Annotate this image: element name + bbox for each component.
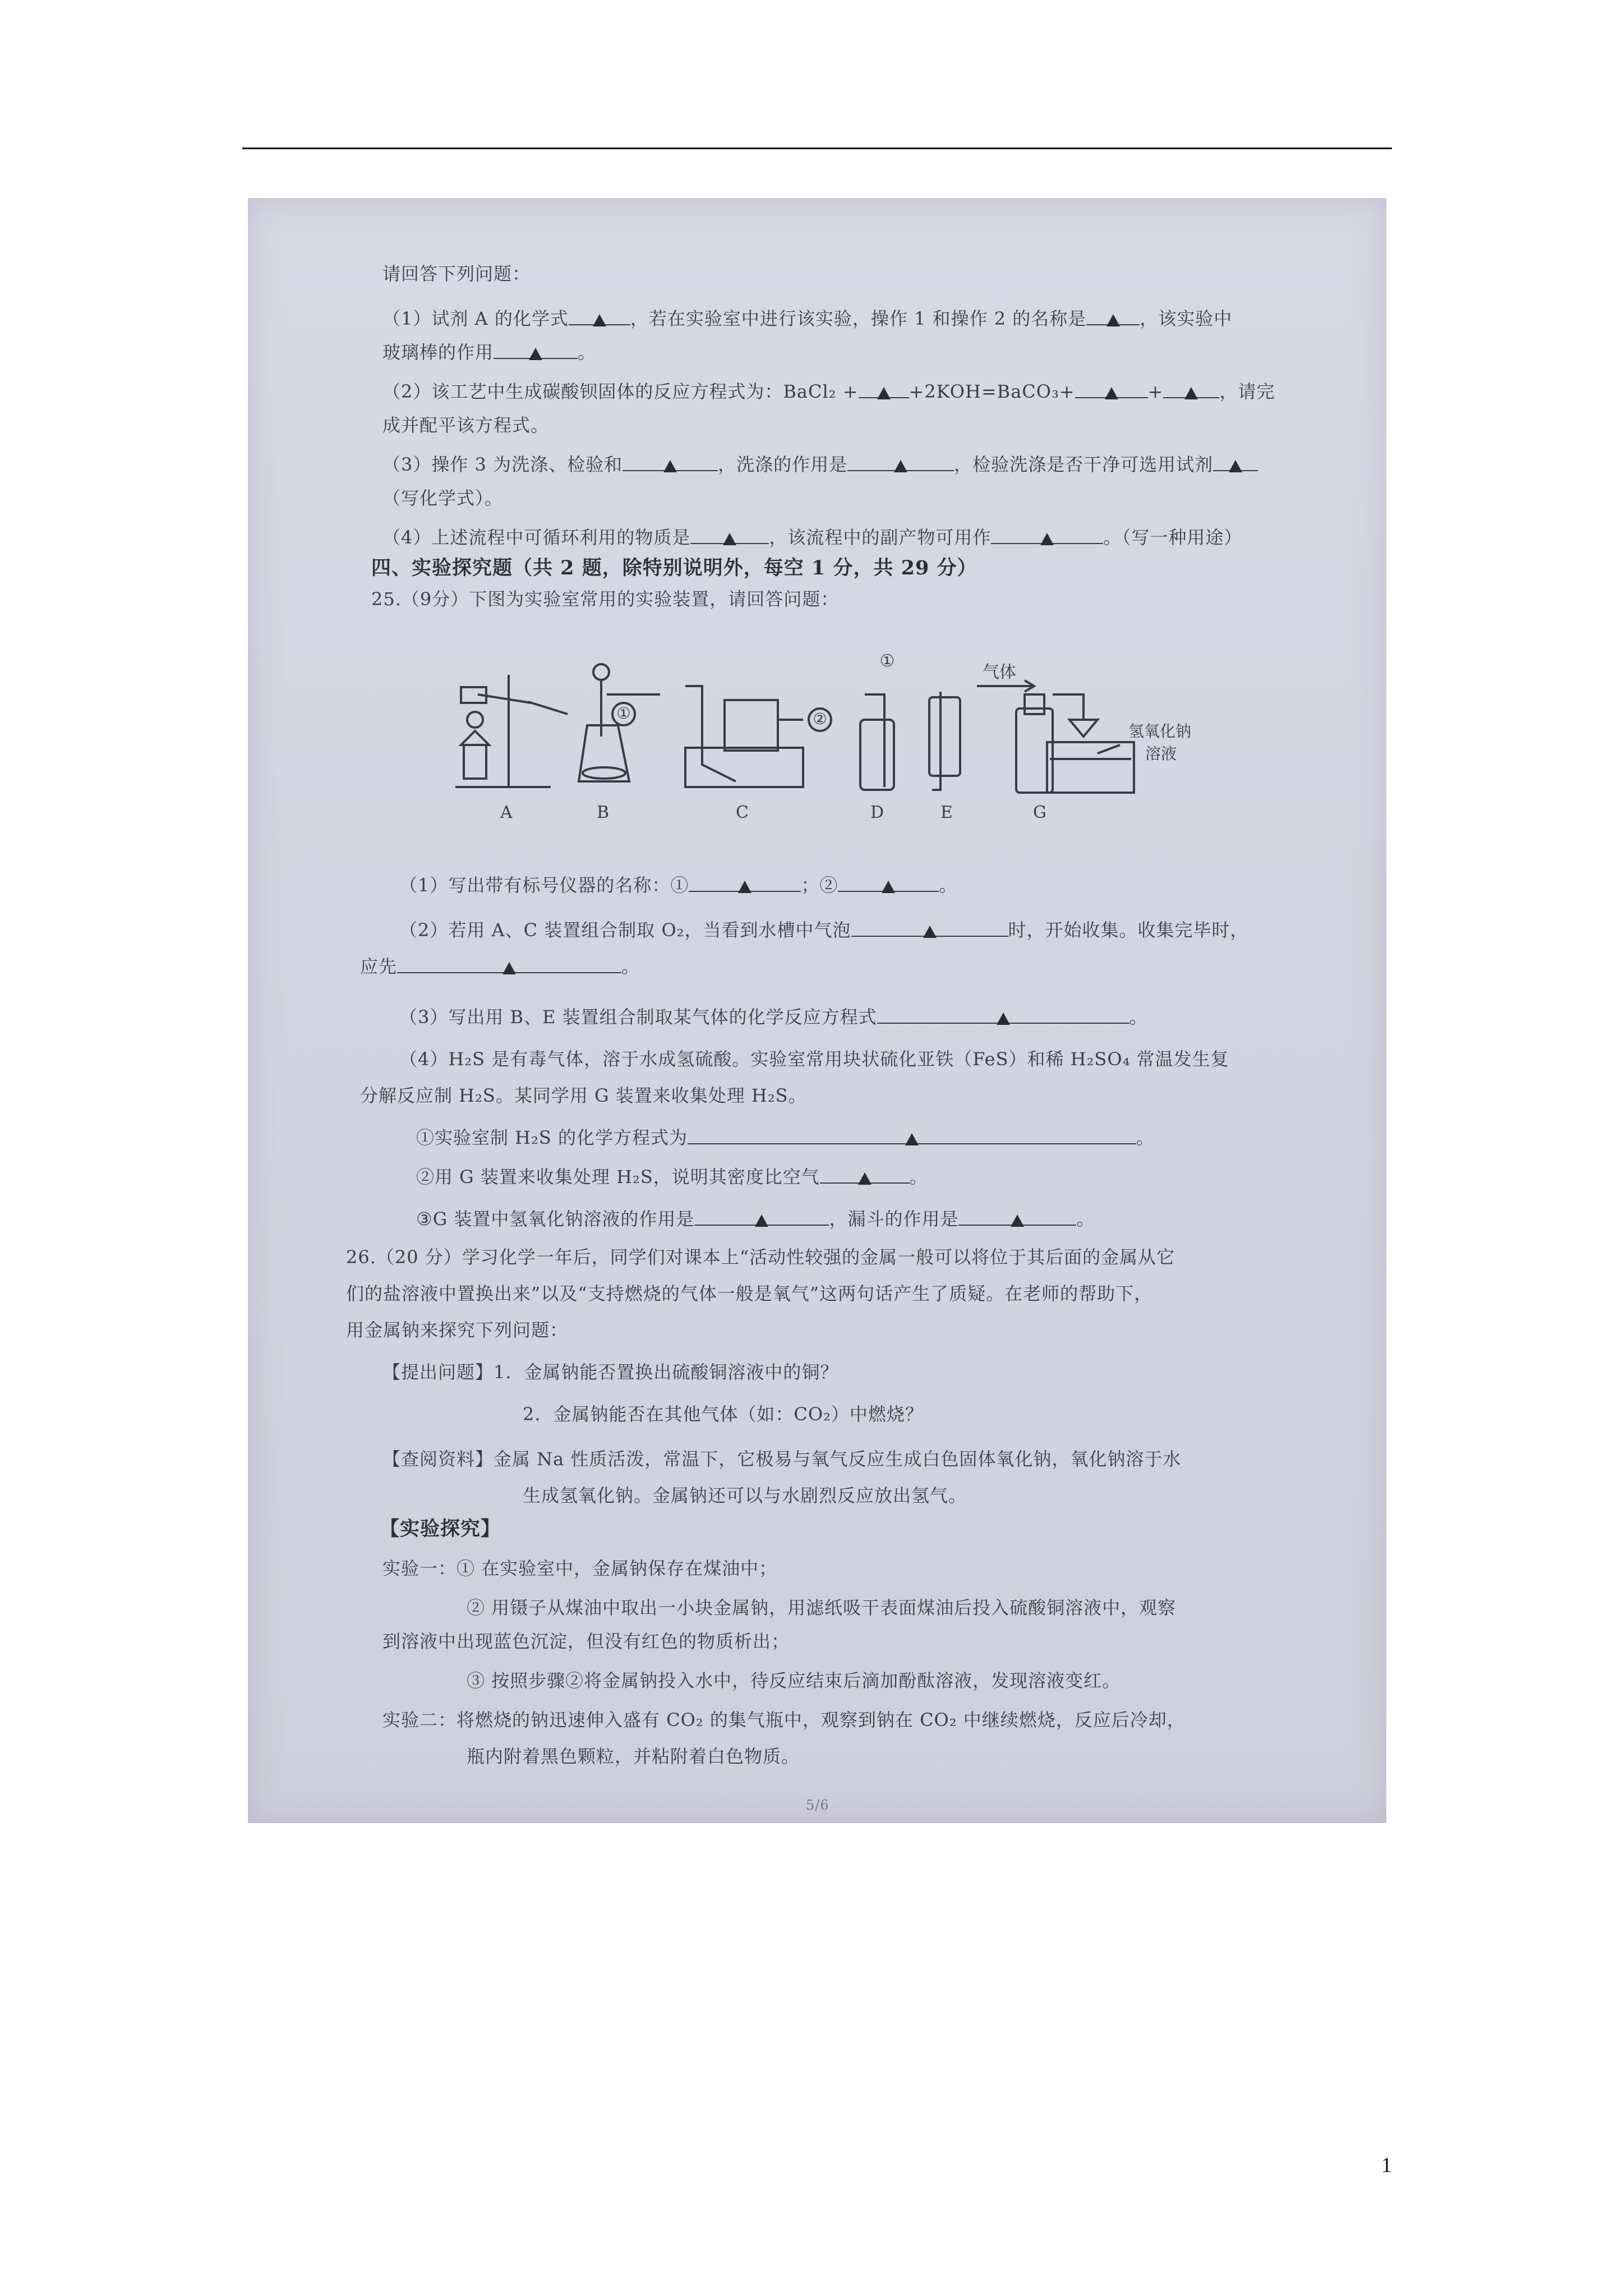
- answer-blank[interactable]: [397, 955, 621, 973]
- answer-blank[interactable]: [689, 874, 801, 892]
- triangle-icon: [1040, 533, 1054, 545]
- answer-blank[interactable]: [991, 526, 1103, 544]
- apparatus-g: [977, 680, 1134, 793]
- text-line: （4）H₂S 是有毒气体，溶于水成氢硫酸。实验室常用块状硫化亚铁（FeS）和稀 H₂SO₄ 常温发生复: [399, 1048, 1229, 1070]
- question-25-3: （3）写出用 B、E 装置组合制取某气体的化学反应方程式 。: [399, 1006, 1148, 1028]
- label-solution: 溶液: [1145, 744, 1177, 763]
- answer-blank[interactable]: [623, 453, 718, 471]
- text-line: 生成氢氧化钠。金属钠还可以与水剧烈反应放出氢气。: [523, 1485, 967, 1506]
- answer-blank[interactable]: [1086, 307, 1140, 325]
- apparatus-a: [455, 675, 568, 787]
- triangle-icon: [1105, 387, 1118, 399]
- text-line: 【查阅资料】金属 Na 性质活泼，常温下，它极易与氧气反应生成白色固体氧化钠，氧化钠溶于水: [382, 1448, 1182, 1470]
- apparatus-e: [929, 692, 960, 790]
- triangle-icon: [1106, 314, 1120, 326]
- triangle-icon: [894, 460, 907, 472]
- question-24-1: （1）试剂 A 的化学式 ，若在实验室中进行该实验，操作 1 和操作 2 的名称是 ，该实验中: [382, 308, 1233, 329]
- triangle-icon: [858, 1172, 872, 1185]
- answer-blank[interactable]: [847, 453, 954, 471]
- apparatus-c: [685, 686, 831, 787]
- triangle-icon: [723, 533, 736, 545]
- question-25-intro: 25.（9分）下图为实验室常用的实验装置，请回答问题：: [371, 588, 840, 610]
- answer-blank[interactable]: [690, 526, 769, 544]
- text-line: 实验二：将燃烧的钠迅速伸入盛有 CO₂ 的集气瓶中，观察到钠在 CO₂ 中继续燃烧，反应后冷却，: [382, 1709, 1186, 1731]
- answer-blank[interactable]: [494, 341, 578, 359]
- text-line: ③ 按照步骤②将金属钠投入水中，待反应结束后滴加酚酞溶液，发现溶液变红。: [467, 1670, 1121, 1691]
- question-24-2: （2）该工艺中生成碳酸钡固体的反应方程式为：BaCl₂ + +2KOH=BaCO₃+ + ，请完: [382, 381, 1275, 402]
- question-25-1: （1）写出带有标号仪器的名称：① ；② 。: [399, 875, 958, 896]
- apparatus-d: [860, 694, 894, 790]
- label-b: B: [597, 803, 610, 822]
- text-line: 2．金属钠能否在其他气体（如：CO₂）中燃烧？: [523, 1404, 924, 1425]
- triangle-icon: [502, 962, 516, 974]
- section-heading: 四、实验探究题（共 2 题，除特别说明外，每空 1 分，共 29 分）: [371, 556, 978, 579]
- answer-blank[interactable]: [688, 1126, 1136, 1144]
- triangle-icon: [905, 1133, 919, 1145]
- answer-blank[interactable]: [1213, 453, 1258, 471]
- question-25-4-2: ②用 G 装置来收集处理 H₂S，说明其密度比空气 。: [416, 1166, 928, 1188]
- label-a: A: [500, 803, 513, 822]
- label-marker-1: ①: [616, 704, 631, 723]
- question-25-4-3: ③G 装置中氢氧化钠溶液的作用是 ，漏斗的作用是 。: [416, 1208, 1095, 1230]
- triangle-icon: [877, 387, 891, 399]
- text-line: 们的盐溶液中置换出来”以及“支持燃烧的气体一般是氧气”这两句话产生了质疑。在老师的帮助下，: [346, 1283, 1153, 1304]
- lab-apparatus-figure: [439, 652, 1302, 826]
- label-e: E: [940, 803, 953, 822]
- answer-blank[interactable]: [1163, 380, 1219, 398]
- marker-1: ①: [879, 652, 895, 671]
- answer-blank[interactable]: [877, 1006, 1129, 1024]
- label-c: C: [736, 803, 749, 822]
- question-24-1-cont: 玻璃棒的作用 。: [382, 342, 597, 363]
- text-line: 26.（20 分）学习化学一年后，同学们对课本上“活动性较强的金属一般可以将位于其后面的金属从它: [346, 1246, 1175, 1268]
- text-line: 分解反应制 H₂S。某同学用 G 装置来收集处理 H₂S。: [360, 1085, 807, 1106]
- label-naoh: 氢氧化钠: [1128, 722, 1192, 740]
- photo-page-footer: 5/6: [806, 1797, 829, 1813]
- answer-blank[interactable]: [958, 1208, 1076, 1226]
- text-line: ② 用镊子从煤油中取出一小块金属钠，用滤纸吸干表面煤油后投入硫酸铜溶液中，观察: [467, 1597, 1177, 1618]
- label-d: D: [870, 803, 884, 822]
- text-line: 请回答下列问题：: [382, 263, 531, 284]
- triangle-icon: [997, 1013, 1010, 1025]
- triangle-icon: [923, 926, 937, 938]
- question-25-2: （2）若用 A、C 装置组合制取 O₂，当看到水槽中气泡 时，开始收集。收集完毕时，: [399, 919, 1249, 941]
- text-line: （写化学式）。: [382, 487, 504, 509]
- answer-blank[interactable]: [838, 874, 939, 892]
- label-marker-2: ②: [813, 710, 827, 728]
- apparatus-b: [579, 664, 660, 781]
- page-number: 1: [1381, 2154, 1392, 2177]
- answer-blank[interactable]: [851, 919, 1008, 937]
- header-rule: [242, 148, 1392, 149]
- triangle-icon: [1229, 460, 1242, 472]
- triangle-icon: [529, 348, 542, 360]
- answer-blank[interactable]: [569, 307, 630, 325]
- text-line: 【提出问题】1．金属钠能否置换出硫酸铜溶液中的铜？: [382, 1361, 839, 1383]
- triangle-icon: [755, 1214, 768, 1227]
- label-gas: 气体: [983, 662, 1016, 682]
- text-line: 瓶内附着黑色颗粒，并粘附着白色物质。: [467, 1746, 800, 1767]
- triangle-icon: [1184, 387, 1198, 399]
- triangle-icon: [1011, 1214, 1024, 1227]
- question-25-4-1: ①实验室制 H₂S 的化学方程式为 。: [416, 1127, 1155, 1148]
- triangle-icon: [593, 314, 606, 326]
- text-line: 到溶液中出现蓝色沉淀，但没有红色的物质析出；: [382, 1631, 790, 1652]
- answer-blank[interactable]: [859, 380, 909, 398]
- answer-blank[interactable]: [694, 1208, 829, 1226]
- triangle-icon: [882, 881, 895, 893]
- answer-blank[interactable]: [820, 1166, 910, 1184]
- label-g: G: [1033, 803, 1046, 822]
- question-25-2-cont: 应先 。: [360, 956, 640, 977]
- triangle-icon: [663, 460, 677, 472]
- experiment-heading: 【实验探究】: [380, 1517, 501, 1540]
- exam-photo: [248, 198, 1386, 1823]
- answer-blank[interactable]: [1075, 380, 1148, 398]
- question-24-3: （3）操作 3 为洗涤、检验和 ，洗涤的作用是 ，检验洗涤是否干净可选用试剂: [382, 453, 1258, 476]
- triangle-icon: [738, 881, 751, 893]
- text-line: 实验一：① 在实验室中，金属钠保存在煤油中；: [382, 1558, 778, 1579]
- text-line: 成并配平该方程式。: [382, 415, 550, 436]
- question-24-4: （4）上述流程中可循环利用的物质是 ，该流程中的副产物可用作 。（写一种用途）: [382, 527, 1243, 548]
- text-line: 用金属钠来探究下列问题：: [346, 1319, 569, 1341]
